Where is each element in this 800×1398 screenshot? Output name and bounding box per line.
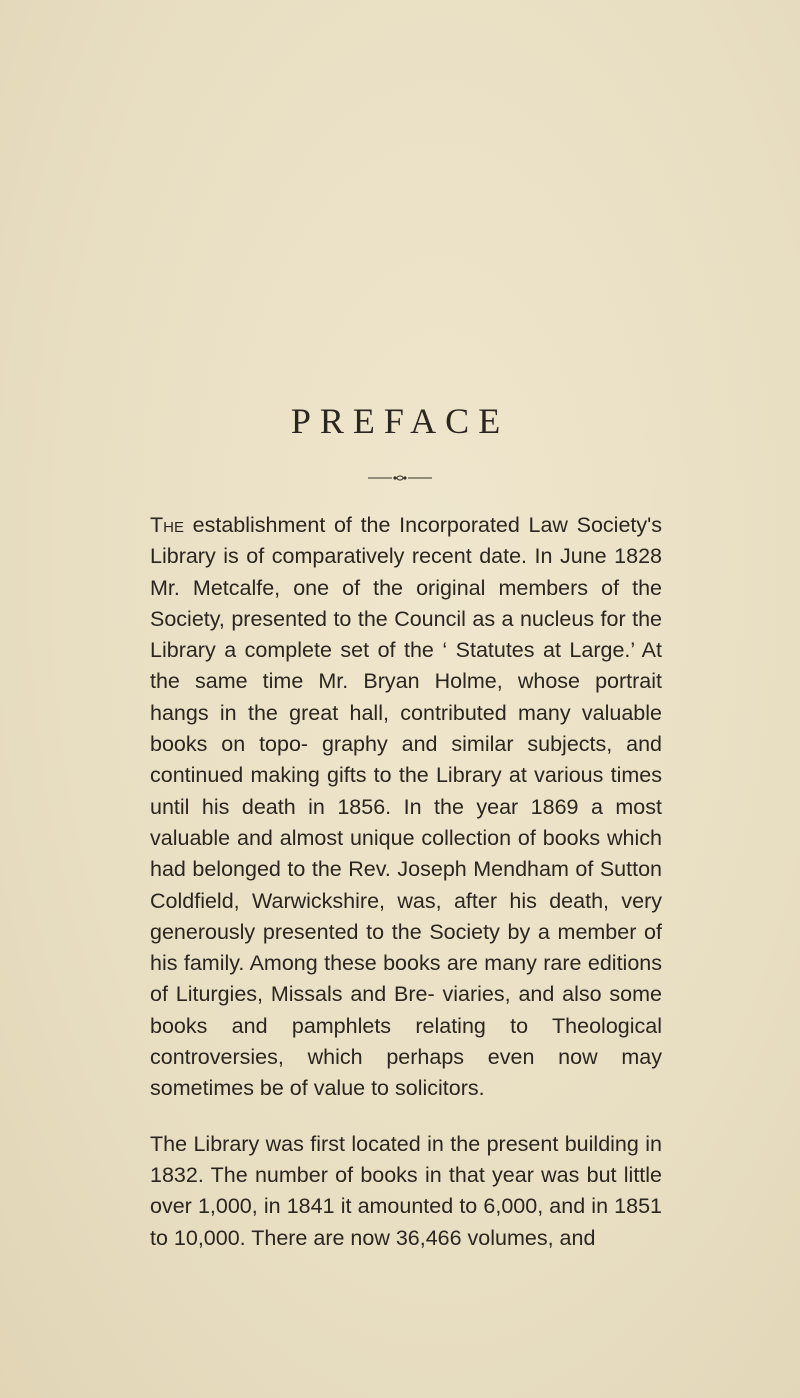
paragraph-2-text: The Library was first located in the present building in 1832. The number of books in that year was but little over 1,000, in 1841 it amounted to 6,000, and in 1851 to 10,000. There are now 36,466 volumes, and: [150, 1131, 662, 1250]
paragraph-1-text: establishment of the Incorporated Law Society's Library is of comparatively recent date. In June 1828 Mr. Metcalfe, one of the original members of the Society, presented to the Council as a nucleus for the Library a complete set of the ‘ Statutes at Large.’ At the same time Mr. Bryan Holme, whose portrait hangs in the great hall, contributed many valuable books on topo- graphy and similar subjects, and continued making gifts to the Library at various times until his death in 1856. In the year 1869 a most valuable and almost unique collection of books which had belonged to the Rev. Joseph Mendham of Sutton Coldfield, Warwickshire, was, after his death, very generously presented to the Society by a member of his family. Among these books are many rare editions of Liturgies, Missals and Bre- viaries, and also some books and pamphlets relating to Theological controversies, which perhaps even now may sometimes be of value to solicitors.: [150, 513, 662, 1101]
paragraph-2: [150, 1129, 662, 1254]
paragraph-1: [150, 510, 662, 1105]
paragraph-1-lead: The: [150, 513, 184, 537]
title-ornament: [368, 475, 432, 481]
page-title: PREFACE: [290, 401, 510, 441]
preface-body: [150, 510, 662, 1254]
